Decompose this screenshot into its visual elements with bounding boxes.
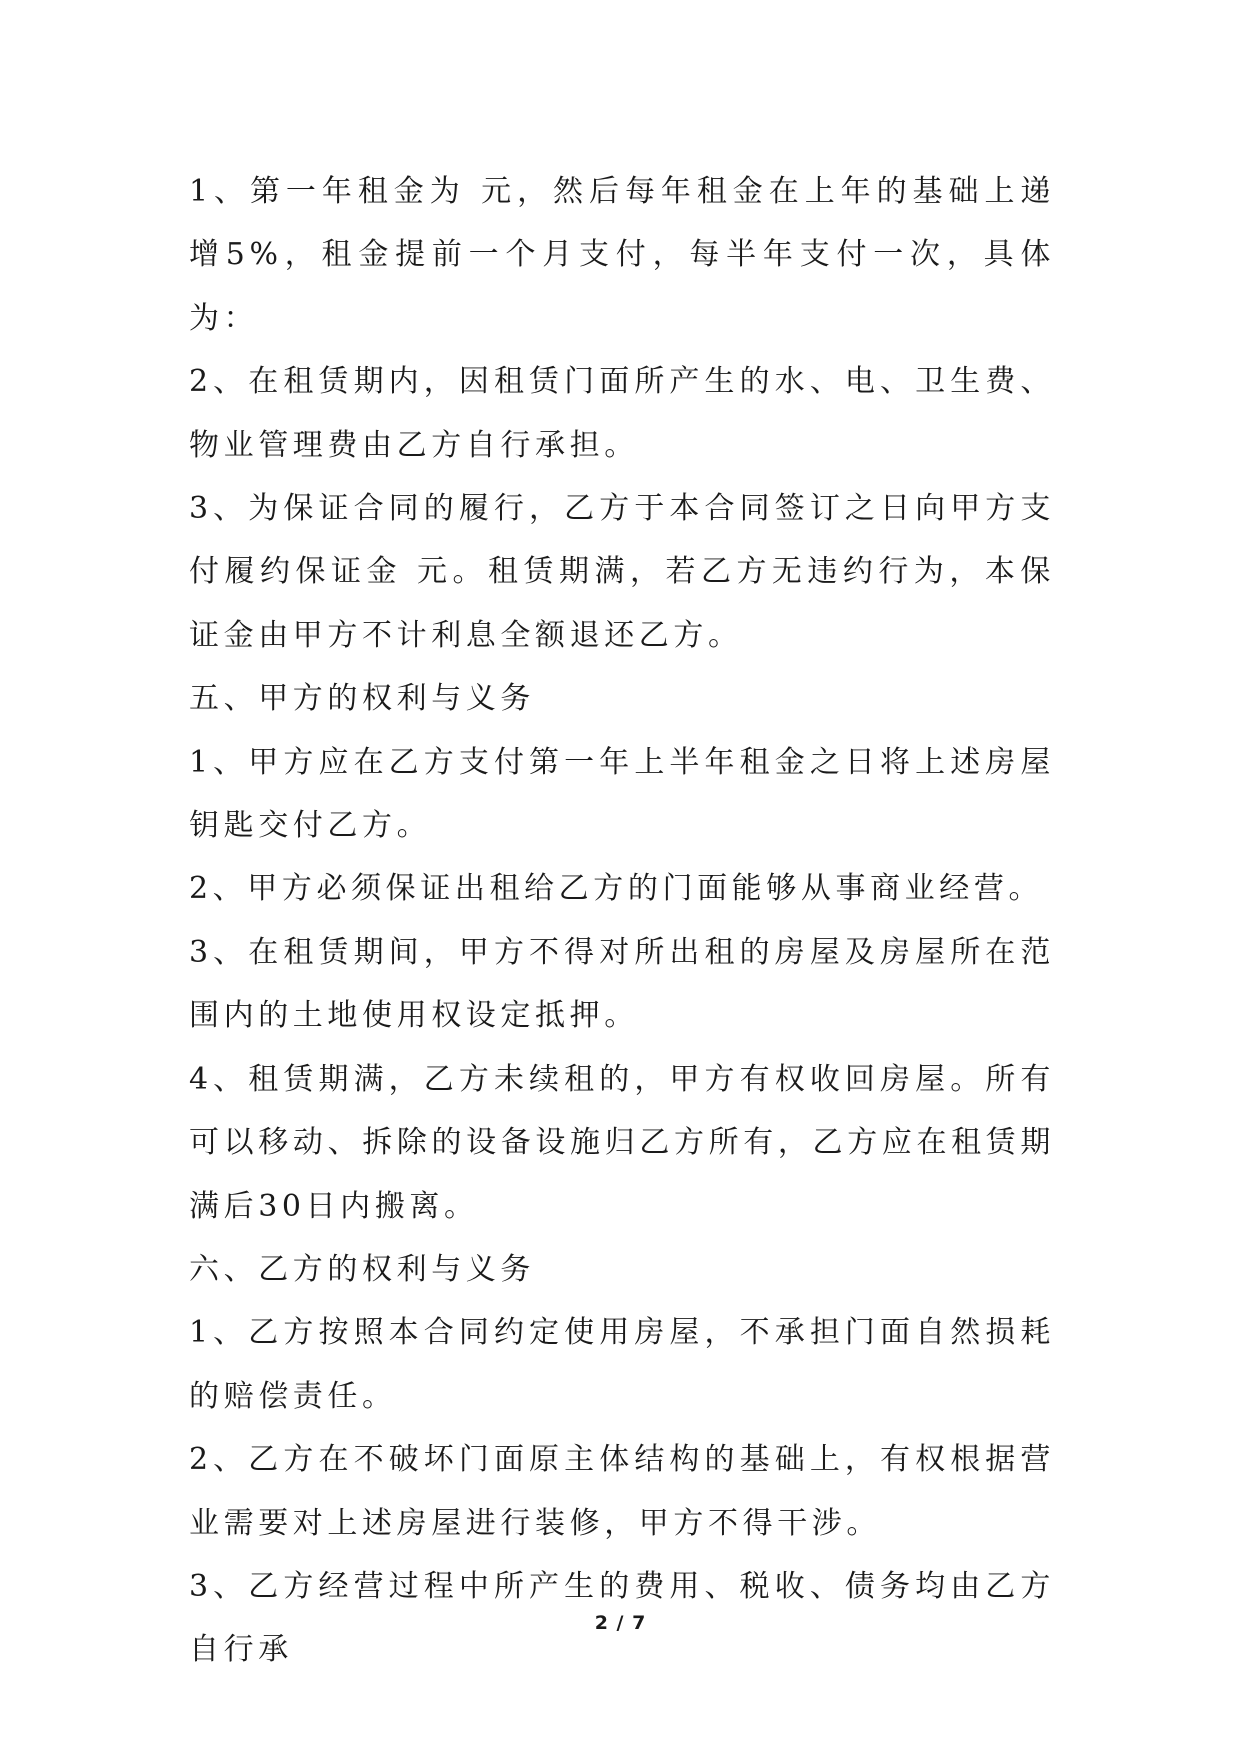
- paragraph-rent-amount: 1、第一年租金为 元，然后每年租金在上年的基础上递增5%，租金提前一个月支付，每半年支付一次，具体为：: [189, 174, 1055, 336]
- paragraph-party-a-business: 2、甲方必须保证出租给乙方的门面能够从事商业经营。: [189, 871, 1044, 907]
- paragraph-utility-fees: 2、在租赁期内，因租赁门面所产生的水、电、卫生费、物业管理费由乙方自行承担。: [189, 364, 1055, 463]
- paragraph-party-b-usage: 1、乙方按照本合同约定使用房屋，不承担门面自然损耗的赔偿责任。: [189, 1315, 1055, 1414]
- paragraph-party-a-keys: 1、甲方应在乙方支付第一年上半年租金之日将上述房屋钥匙交付乙方。: [189, 744, 1055, 844]
- paragraph-deposit: 3、为保证合同的履行，乙方于本合同签订之日向甲方支付履约保证金 元。租赁期满，若乙方无违约行为，本保证金由甲方不计利息全额退还乙方。: [189, 491, 1055, 653]
- section-heading-party-a: 五、甲方的权利与义务: [189, 681, 535, 717]
- paragraph-party-b-expenses: 3、乙方经营过程中所产生的费用、税收、债务均由乙方自行承: [189, 1568, 1055, 1668]
- document-body: [189, 160, 1055, 1682]
- page-number: 2 / 7: [594, 1612, 647, 1634]
- paragraph-party-a-mortgage: 3、在租赁期间，甲方不得对所出租的房屋及房屋所在范围内的土地使用权设定抵押。: [189, 934, 1055, 1034]
- section-heading-party-b: 六、乙方的权利与义务: [189, 1251, 535, 1287]
- paragraph-party-b-renovation: 2、乙方在不破坏门面原主体结构的基础上，有权根据营业需要对上述房屋进行装修，甲方不得干涉。: [189, 1442, 1055, 1541]
- paragraph-party-a-lease-end: 4、租赁期满，乙方未续租的，甲方有权收回房屋。所有可以移动、拆除的设备设施归乙方所有，乙方应在租赁期满后30日内搬离。: [189, 1061, 1055, 1224]
